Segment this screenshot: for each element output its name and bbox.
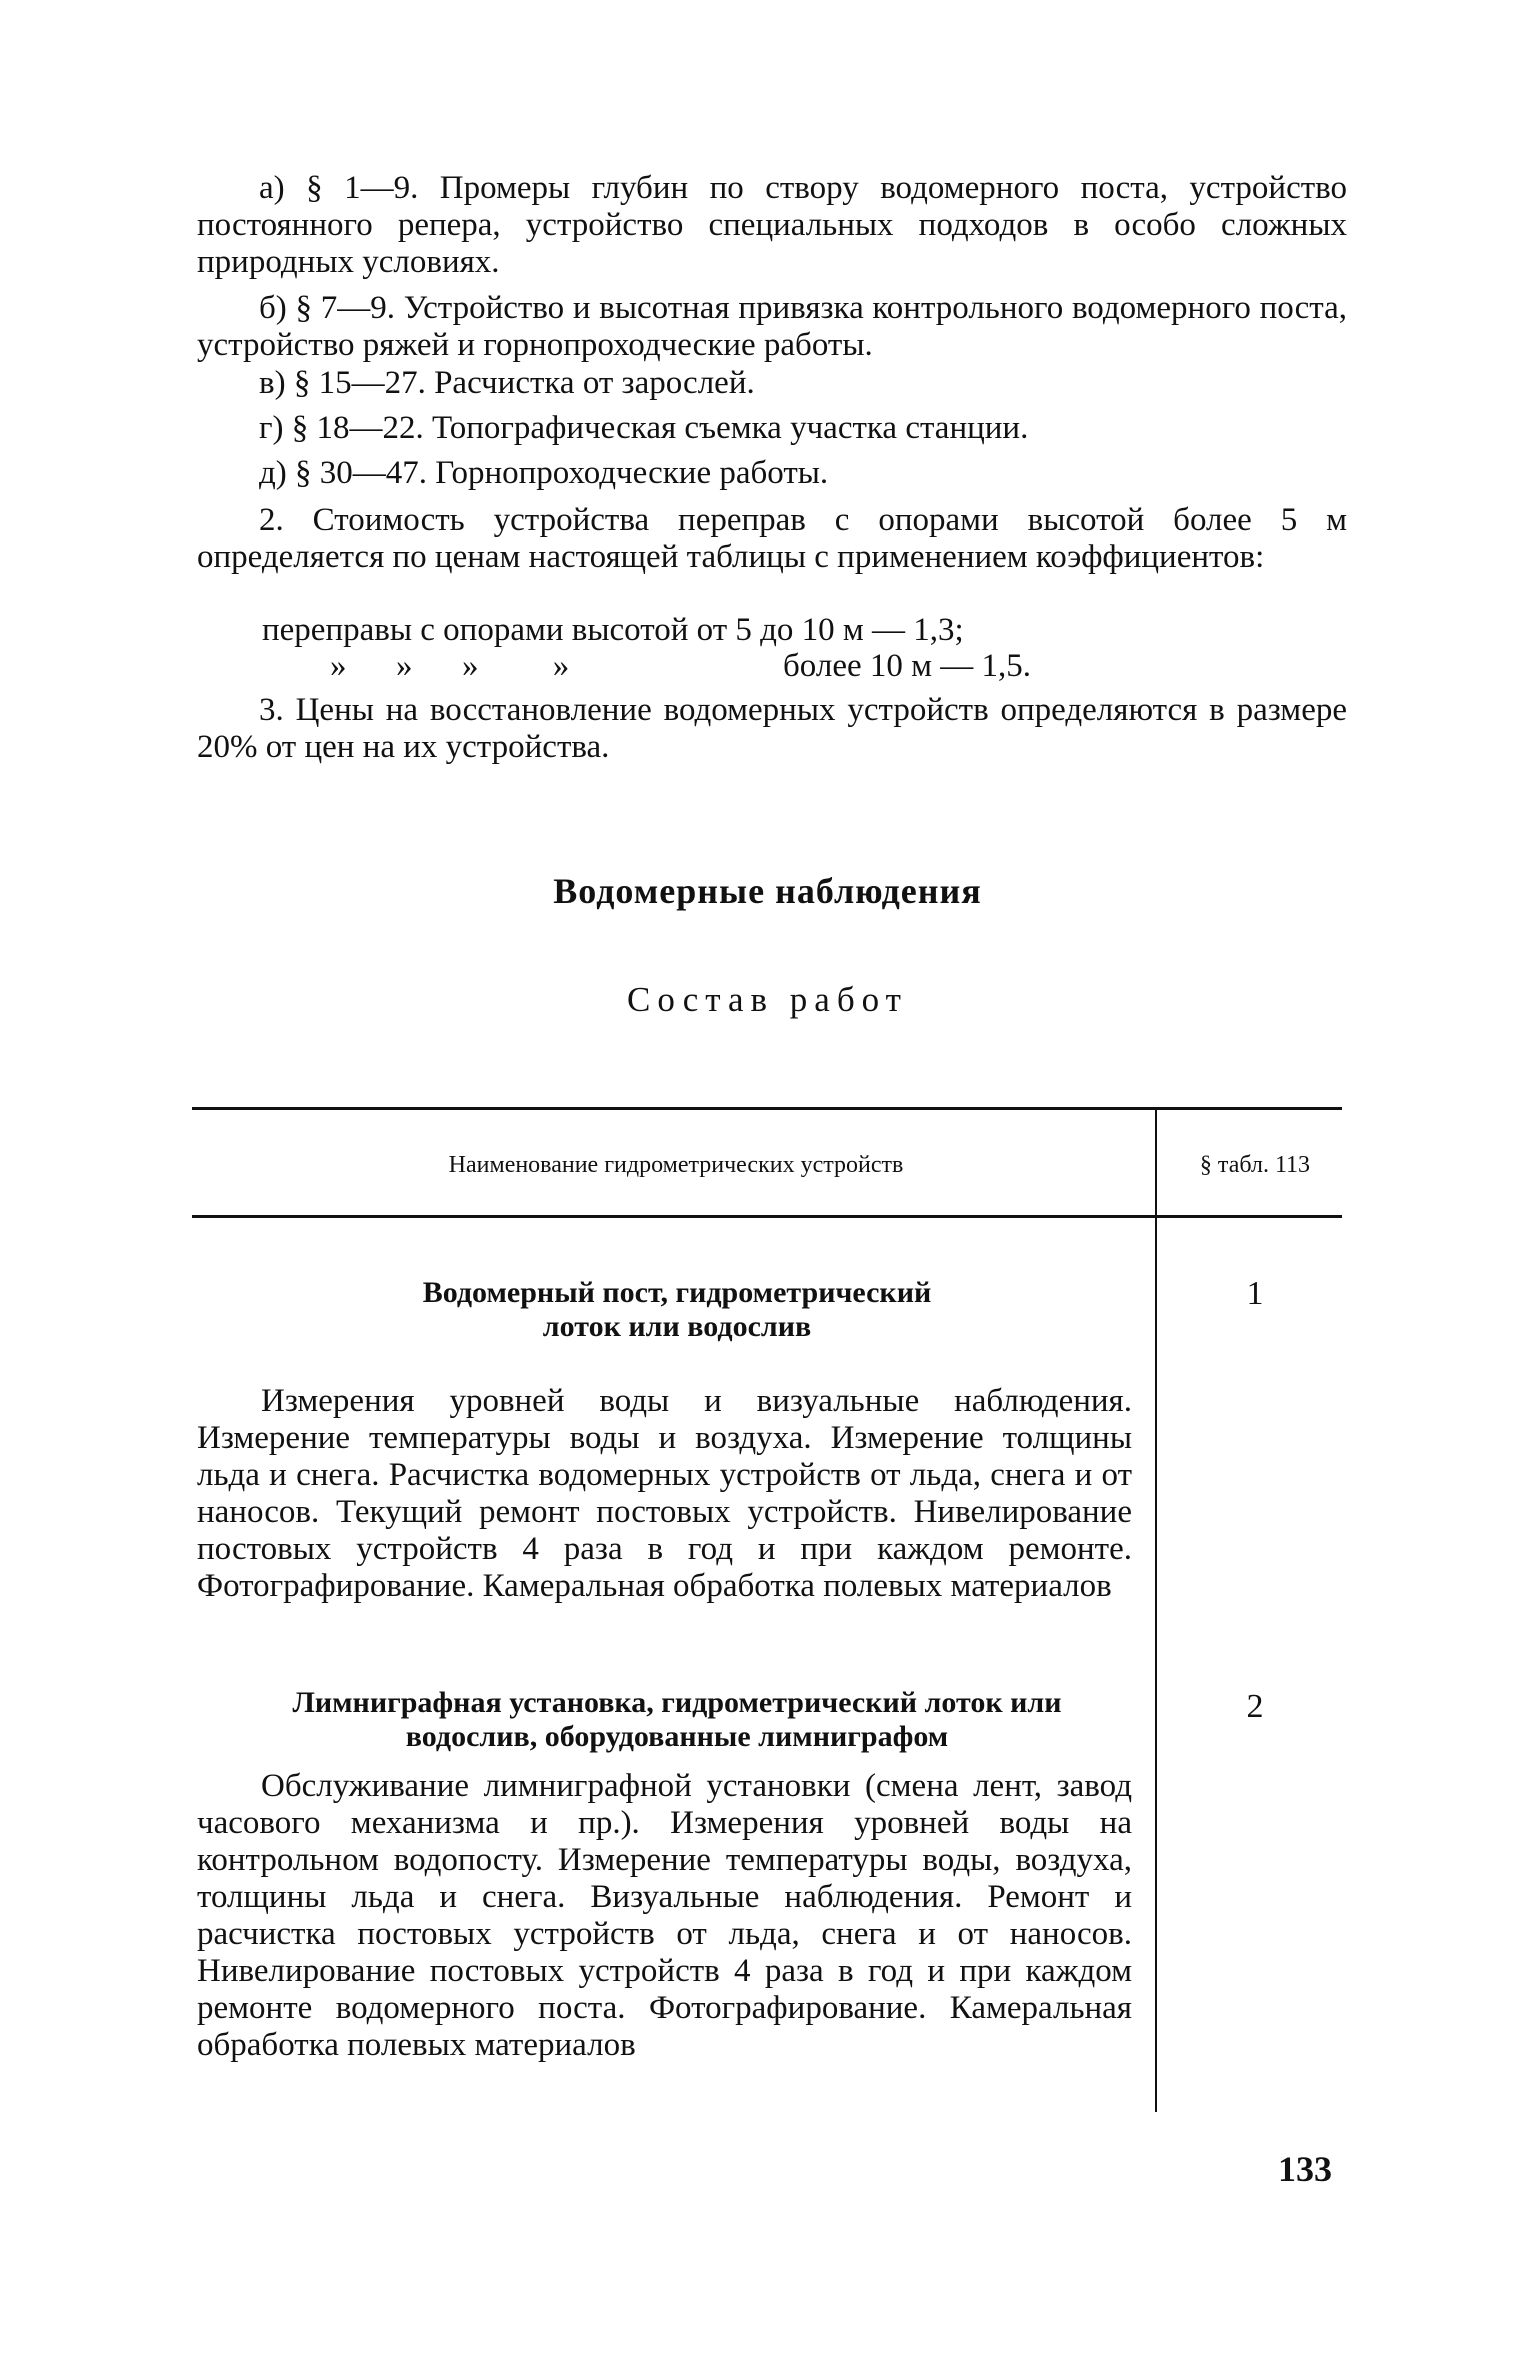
table-row-description: Обслуживание лимниграфной установки (смена лент, завод часового механизма и пр.). Измерения уровней воды на контрольном водопосту. Измерение температуры воды, воздуха, толщины льда и снега. Визуальные наблюдения. Ремонт и расчистка постовых устройств от льда, снега и от наносов. Нивелирование постовых устройств 4 раза в год и при каждом ремонте водомерного поста. Фотографирование. Камеральная обработка полевых материалов bbox=[197, 1768, 1132, 2063]
table-row-number: 1 bbox=[1246, 1275, 1264, 1312]
note-b: б) § 7—9. Устройство и высотная привязка контрольного водомерного поста, устройство ряжей и горнопроходческие работы. bbox=[197, 290, 1347, 363]
table-row-description: Измерения уровней воды и визуальные наблюдения. Измерение температуры воды и воздуха. Измерение толщины льда и снега. Расчистка водомерных устройств от льда, снега и от наносов. Текущий ремонт постовых устройств. Нивелирование постовых устройств 4 раза в год и при каждом ремонте. Фотографирование. Камеральная обработка полевых материалов bbox=[197, 1383, 1132, 1604]
coefficient-line-2-text: более 10 м — 1,5. bbox=[783, 648, 1031, 684]
table-row-title: Лимниграфная установка, гидрометрический лоток или водослив, оборудованные лимниграфом bbox=[292, 1686, 1062, 1753]
table-row-title: Водомерный пост, гидрометрический лоток или водослив bbox=[422, 1276, 932, 1343]
page-number: 133 bbox=[1278, 2149, 1332, 2189]
table-header-rule bbox=[192, 1215, 1342, 1218]
section-title: Водомерные наблюдения bbox=[553, 871, 982, 911]
coefficient-line-1: переправы с опорами высотой от 5 до 10 м — 1,3; bbox=[262, 612, 964, 648]
coefficient-line-2-marks: » » » » bbox=[330, 648, 570, 684]
table-header-paragraph: § табл. 113 bbox=[1199, 1152, 1311, 1178]
note-a: а) § 1—9. Промеры глубин по створу водомерного поста, устройство постоянного репера, устройство специальных подходов в особо сложных природных условиях. bbox=[197, 170, 1347, 280]
table-header-name: Наименование гидрометрических устройств bbox=[448, 1152, 904, 1178]
note-d: д) § 30—47. Горнопроходческие работы. bbox=[259, 455, 829, 491]
note-2: 2. Стоимость устройства переправ с опорами высотой более 5 м определяется по ценам настоящей таблицы с применением коэффициентов: bbox=[197, 502, 1347, 575]
note-v: в) § 15—27. Расчистка от зарослей. bbox=[259, 365, 755, 401]
table-column-divider bbox=[1155, 1107, 1157, 2112]
table-top-rule bbox=[192, 1107, 1342, 1110]
section-subtitle: Состав работ bbox=[627, 980, 908, 1019]
note-g: г) § 18—22. Топографическая съемка участка станции. bbox=[259, 410, 1029, 446]
table-row-number: 2 bbox=[1246, 1688, 1264, 1725]
note-3: 3. Цены на восстановление водомерных устройств определяются в размере 20% от цен на их устройства. bbox=[197, 692, 1347, 765]
